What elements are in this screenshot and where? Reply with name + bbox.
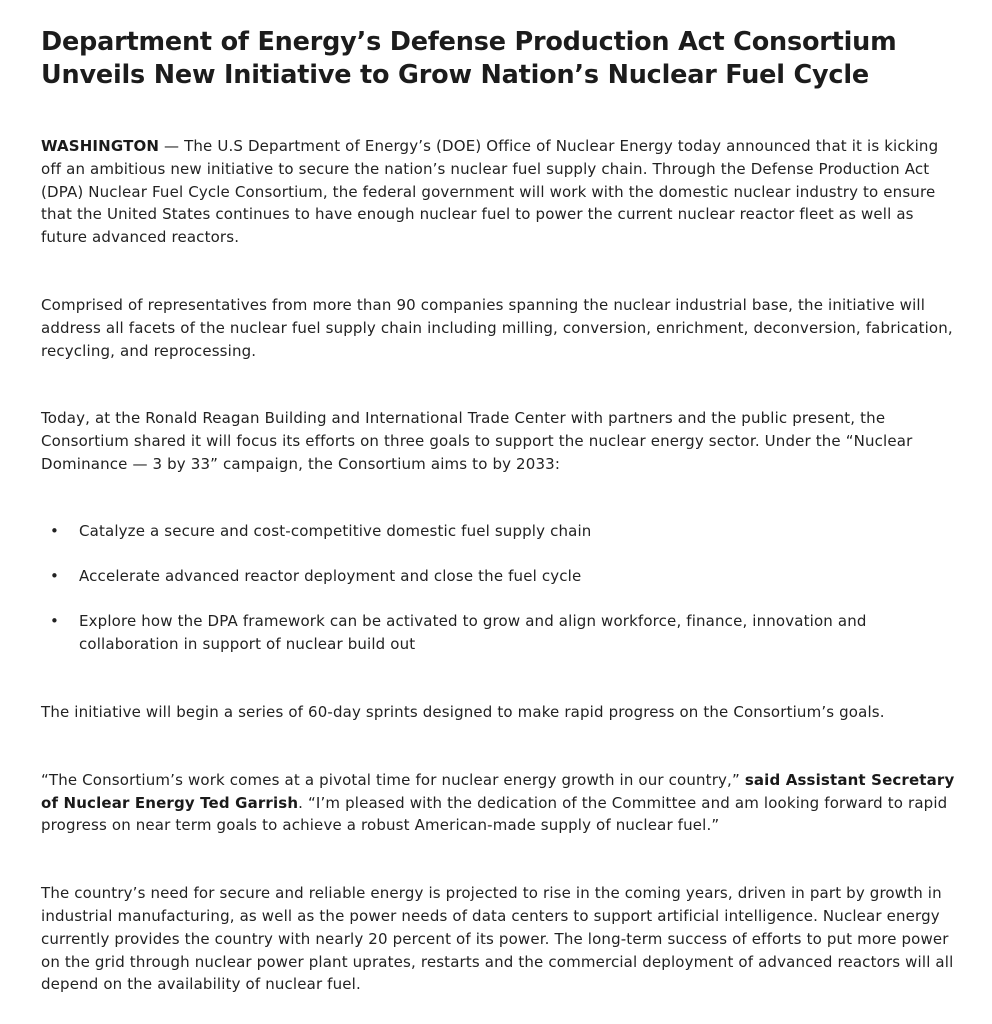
list-item: [41, 520, 956, 543]
quote-text-start: “The Consortium’s work comes at a pivotal time for nuclear energy growth in our country,”: [41, 770, 745, 789]
energy-need-paragraph: The country’s need for secure and reliable energy is projected to rise in the coming years, driven in part by growth in industrial manufacturing, as well as the power needs of data centers to support artificial intelligence. Nuclear energy currently provides the country with nearly 20 percent of its power. The long-term success of efforts to put more power on the grid through nuclear power plant uprates, restarts and the commercial deployment of advanced reactors will all depend on the availability of nuclear fuel.: [41, 884, 954, 994]
list-item: [41, 565, 956, 588]
bullet-icon: •: [50, 567, 59, 586]
goal-text: Catalyze a secure and cost-competitive domestic fuel supply chain: [79, 521, 592, 540]
dateline-separator: —: [159, 137, 185, 155]
goal-text: Explore how the DPA framework can be activated to grow and align workforce, finance, innovation and collaboration in support of nuclear build out: [79, 612, 867, 654]
consortium-paragraph: Comprised of representatives from more than 90 companies spanning the nuclear industrial base, the initiative will address all facets of the nuclear fuel supply chain including milling, conversion, enrichment, deconversion, fabrication, recycling, and reprocessing.: [41, 295, 953, 360]
list-item: [41, 610, 956, 656]
goals-intro-paragraph: Today, at the Ronald Reagan Building and International Trade Center with partners and the public present, the Consortium shared it will focus its efforts on three goals to support the nuclear energy sector. Under the “Nuclear Dominance — 3 by 33” campaign, the Consortium aims to by 2033:: [41, 409, 913, 473]
bullet-icon: •: [50, 612, 59, 631]
goals-list: [41, 520, 956, 656]
intro-text: The U.S Department of Energy’s (DOE) Office of Nuclear Energy today announced that it is kicking off an ambitious new initiative to secure the nation’s nuclear fuel supply chain. Through the Defense Production Act (DPA) Nuclear Fuel Cycle Consortium, the federal government will work with the domestic nuclear industry to ensure that the United States continues to have enough nuclear fuel to power the current nuclear reactor fleet as well as future advanced reactors.: [41, 137, 939, 247]
quote-paragraph: [41, 769, 956, 837]
intro-paragraph: [41, 135, 956, 249]
press-release-article: [41, 26, 956, 996]
quote-text-end: . “I’m pleased with the dedication of the Committee and am looking forward to rapid progress on near term goals to achieve a robust American-made supply of nuclear fuel.”: [41, 793, 948, 835]
article-title: Department of Energy’s Defense Production Act Consortium Unveils New Initiative to Grow Nation’s Nuclear Fuel Cycle: [41, 27, 897, 90]
bullet-icon: •: [50, 521, 59, 540]
sprints-paragraph: The initiative will begin a series of 60-day sprints designed to make rapid progress on the Consortium’s goals.: [41, 702, 885, 721]
goal-text: Accelerate advanced reactor deployment and close the fuel cycle: [79, 567, 582, 586]
dateline: WASHINGTON: [41, 137, 160, 155]
quote-attribution: said Assistant Secretary of Nuclear Energy Ted Garrish: [41, 770, 955, 812]
